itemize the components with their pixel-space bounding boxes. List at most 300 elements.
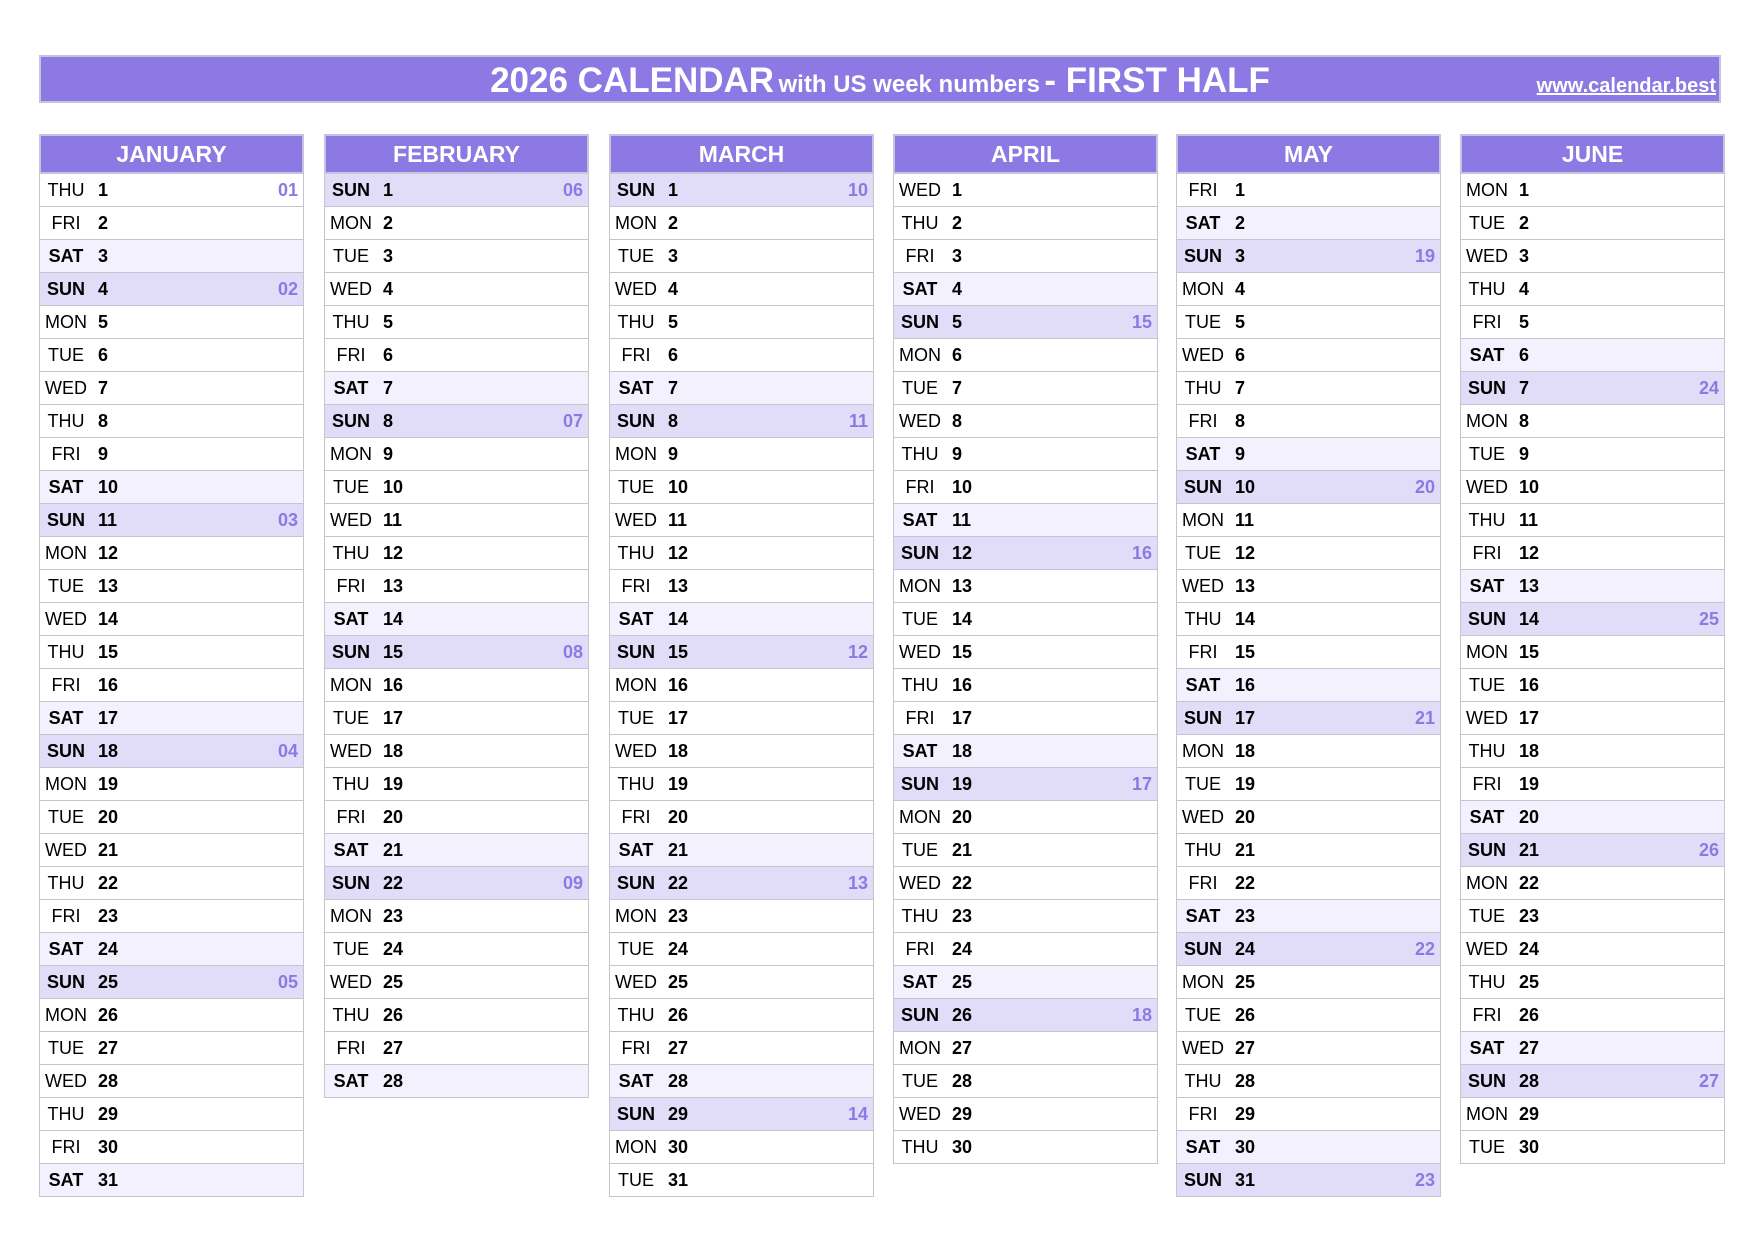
day-row xyxy=(324,1065,589,1098)
day-number: 18 xyxy=(1235,741,1256,761)
day-of-week: THU xyxy=(1184,609,1222,629)
day-of-week: FRI xyxy=(336,1038,366,1058)
day-of-week: SUN xyxy=(1467,1071,1506,1091)
day-row xyxy=(1460,471,1725,504)
day-list xyxy=(324,174,589,1098)
day-row xyxy=(893,207,1158,240)
day-number: 28 xyxy=(952,1071,973,1091)
day-of-week: FRI xyxy=(1188,411,1218,431)
day-row xyxy=(39,504,304,537)
day-row xyxy=(1176,867,1441,900)
day-of-week: TUE xyxy=(618,708,654,728)
week-number: 12 xyxy=(847,642,868,662)
day-row xyxy=(324,1032,589,1065)
day-number: 23 xyxy=(668,906,689,926)
day-row xyxy=(1176,735,1441,768)
day-row xyxy=(1460,900,1725,933)
day-number: 5 xyxy=(1519,312,1530,332)
day-of-week: MON xyxy=(1466,642,1508,662)
month-header: MAY xyxy=(1176,134,1441,174)
day-number: 12 xyxy=(1235,543,1256,563)
day-row xyxy=(1460,174,1725,207)
day-of-week: SUN xyxy=(1183,477,1222,497)
day-row xyxy=(609,438,874,471)
day-number: 15 xyxy=(98,642,119,662)
month-header: MARCH xyxy=(609,134,874,174)
day-of-week: MON xyxy=(1182,510,1224,530)
day-row xyxy=(609,801,874,834)
day-number: 25 xyxy=(98,972,119,992)
day-number: 1 xyxy=(98,180,109,200)
day-of-week: WED xyxy=(1466,246,1508,266)
day-number: 17 xyxy=(952,708,973,728)
day-number: 21 xyxy=(98,840,119,860)
day-row xyxy=(1460,999,1725,1032)
title-year: 2026 CALENDAR xyxy=(490,61,775,100)
day-row xyxy=(324,735,589,768)
day-of-week: SAT xyxy=(618,1071,654,1091)
day-of-week: FRI xyxy=(621,576,651,596)
day-number: 2 xyxy=(1235,213,1246,233)
day-number: 31 xyxy=(1235,1170,1256,1190)
day-number: 27 xyxy=(668,1038,689,1058)
day-number: 7 xyxy=(668,378,679,398)
day-row xyxy=(609,933,874,966)
day-number: 13 xyxy=(668,576,689,596)
day-row xyxy=(893,240,1158,273)
day-number: 23 xyxy=(383,906,404,926)
week-number: 20 xyxy=(1414,477,1435,497)
day-of-week: FRI xyxy=(51,213,81,233)
day-of-week: TUE xyxy=(618,1170,654,1190)
day-of-week: FRI xyxy=(1472,543,1502,563)
day-of-week: MON xyxy=(1182,741,1224,761)
day-number: 23 xyxy=(952,906,973,926)
day-row xyxy=(1460,1131,1725,1164)
day-row xyxy=(324,537,589,570)
day-of-week: THU xyxy=(1184,378,1222,398)
day-of-week: TUE xyxy=(902,378,938,398)
day-row xyxy=(1176,372,1441,405)
day-row xyxy=(324,900,589,933)
day-of-week: THU xyxy=(47,873,85,893)
day-row xyxy=(609,1032,874,1065)
day-number: 7 xyxy=(952,378,963,398)
day-row xyxy=(893,966,1158,999)
day-row xyxy=(1460,207,1725,240)
day-of-week: WED xyxy=(45,378,87,398)
day-number: 6 xyxy=(1235,345,1246,365)
day-number: 23 xyxy=(1519,906,1540,926)
day-of-week: THU xyxy=(617,543,655,563)
day-row xyxy=(893,438,1158,471)
week-number: 13 xyxy=(847,873,868,893)
day-number: 8 xyxy=(383,411,394,431)
day-row xyxy=(1460,636,1725,669)
day-number: 5 xyxy=(668,312,679,332)
day-number: 20 xyxy=(98,807,119,827)
day-row xyxy=(893,603,1158,636)
day-row xyxy=(893,405,1158,438)
day-number: 10 xyxy=(668,477,689,497)
day-of-week: SUN xyxy=(46,279,85,299)
day-row xyxy=(609,1098,874,1131)
week-number: 21 xyxy=(1414,708,1435,728)
website-link[interactable]: www.calendar.best xyxy=(1536,75,1716,97)
day-row xyxy=(39,801,304,834)
week-number: 10 xyxy=(847,180,868,200)
week-number: 15 xyxy=(1131,312,1152,332)
page-title xyxy=(41,61,1719,101)
day-of-week: MON xyxy=(899,345,941,365)
day-number: 29 xyxy=(952,1104,973,1124)
day-number: 18 xyxy=(383,741,404,761)
day-row xyxy=(609,339,874,372)
day-of-week: THU xyxy=(901,444,939,464)
day-of-week: THU xyxy=(617,774,655,794)
day-of-week: SUN xyxy=(1183,246,1222,266)
day-number: 22 xyxy=(668,873,689,893)
day-number: 28 xyxy=(98,1071,119,1091)
week-number: 11 xyxy=(848,411,868,431)
day-of-week: WED xyxy=(330,972,372,992)
day-of-week: SAT xyxy=(48,477,84,497)
day-number: 11 xyxy=(1519,510,1539,530)
day-list xyxy=(1460,174,1725,1164)
day-row xyxy=(1176,1131,1441,1164)
day-of-week: SAT xyxy=(1185,675,1221,695)
day-number: 16 xyxy=(383,675,404,695)
day-of-week: THU xyxy=(332,543,370,563)
day-number: 22 xyxy=(383,873,404,893)
day-row xyxy=(39,900,304,933)
day-number: 6 xyxy=(383,345,394,365)
day-row xyxy=(39,273,304,306)
day-number: 28 xyxy=(668,1071,689,1091)
day-list xyxy=(609,174,874,1197)
day-row xyxy=(893,537,1158,570)
day-row xyxy=(1176,174,1441,207)
day-row xyxy=(324,801,589,834)
day-row xyxy=(39,702,304,735)
day-number: 31 xyxy=(668,1170,689,1190)
day-of-week: WED xyxy=(1182,1038,1224,1058)
day-row xyxy=(39,207,304,240)
day-number: 11 xyxy=(952,510,972,530)
day-row xyxy=(39,669,304,702)
day-number: 9 xyxy=(952,444,963,464)
day-number: 2 xyxy=(383,213,394,233)
day-row xyxy=(324,834,589,867)
day-of-week: TUE xyxy=(902,1071,938,1091)
day-of-week: SAT xyxy=(1469,807,1505,827)
day-of-week: WED xyxy=(899,411,941,431)
day-of-week: THU xyxy=(1184,1071,1222,1091)
day-of-week: SUN xyxy=(1467,609,1506,629)
day-number: 26 xyxy=(952,1005,973,1025)
day-number: 1 xyxy=(952,180,963,200)
day-row xyxy=(1460,603,1725,636)
day-row xyxy=(1176,768,1441,801)
day-row xyxy=(1176,603,1441,636)
day-number: 9 xyxy=(668,444,679,464)
day-number: 14 xyxy=(1235,609,1256,629)
week-number: 09 xyxy=(562,873,583,893)
day-row xyxy=(324,570,589,603)
day-row xyxy=(893,867,1158,900)
day-row xyxy=(609,834,874,867)
day-number: 21 xyxy=(1519,840,1540,860)
day-of-week: TUE xyxy=(902,840,938,860)
day-of-week: SUN xyxy=(616,180,655,200)
day-of-week: FRI xyxy=(1188,873,1218,893)
day-of-week: MON xyxy=(615,213,657,233)
day-row xyxy=(39,438,304,471)
day-row xyxy=(39,735,304,768)
day-of-week: FRI xyxy=(621,1038,651,1058)
day-of-week: TUE xyxy=(1469,444,1505,464)
day-of-week: FRI xyxy=(336,807,366,827)
week-number: 02 xyxy=(277,279,298,299)
day-number: 11 xyxy=(1235,510,1255,530)
day-number: 8 xyxy=(98,411,109,431)
day-of-week: TUE xyxy=(618,477,654,497)
day-of-week: SUN xyxy=(1183,1170,1222,1190)
day-number: 3 xyxy=(1519,246,1530,266)
day-of-week: MON xyxy=(330,444,372,464)
day-of-week: FRI xyxy=(1188,642,1218,662)
day-number: 7 xyxy=(1519,378,1530,398)
day-row xyxy=(324,240,589,273)
day-of-week: WED xyxy=(1466,477,1508,497)
day-row xyxy=(609,669,874,702)
day-row xyxy=(39,306,304,339)
day-row xyxy=(324,933,589,966)
day-number: 13 xyxy=(98,576,119,596)
day-row xyxy=(1460,735,1725,768)
day-of-week: SAT xyxy=(48,246,84,266)
day-number: 15 xyxy=(668,642,689,662)
day-number: 26 xyxy=(383,1005,404,1025)
day-of-week: SAT xyxy=(1469,345,1505,365)
day-of-week: MON xyxy=(899,576,941,596)
day-number: 28 xyxy=(1519,1071,1540,1091)
day-of-week: WED xyxy=(899,642,941,662)
day-number: 14 xyxy=(668,609,689,629)
day-row xyxy=(1460,438,1725,471)
day-row xyxy=(1460,966,1725,999)
day-of-week: SAT xyxy=(902,741,938,761)
day-number: 22 xyxy=(98,873,119,893)
day-row xyxy=(1176,504,1441,537)
day-number: 4 xyxy=(952,279,963,299)
title-subtitle: with US week numbers xyxy=(778,71,1040,98)
week-number: 06 xyxy=(562,180,583,200)
day-number: 18 xyxy=(668,741,689,761)
day-number: 6 xyxy=(98,345,109,365)
day-row xyxy=(1460,1032,1725,1065)
day-row xyxy=(893,702,1158,735)
day-row xyxy=(893,834,1158,867)
day-of-week: TUE xyxy=(1469,675,1505,695)
day-of-week: FRI xyxy=(905,477,935,497)
month-column-june xyxy=(1460,134,1725,1164)
day-number: 8 xyxy=(952,411,963,431)
day-number: 25 xyxy=(383,972,404,992)
day-number: 21 xyxy=(383,840,404,860)
day-of-week: SAT xyxy=(333,840,369,860)
day-of-week: THU xyxy=(617,1005,655,1025)
day-number: 29 xyxy=(668,1104,689,1124)
day-row xyxy=(893,570,1158,603)
day-of-week: SUN xyxy=(331,180,370,200)
month-header: JANUARY xyxy=(39,134,304,174)
day-row xyxy=(324,306,589,339)
day-of-week: WED xyxy=(615,741,657,761)
day-of-week: MON xyxy=(899,1038,941,1058)
day-number: 3 xyxy=(1235,246,1246,266)
day-row xyxy=(609,900,874,933)
day-of-week: SAT xyxy=(902,279,938,299)
day-of-week: TUE xyxy=(333,246,369,266)
day-number: 19 xyxy=(383,774,404,794)
day-row xyxy=(609,999,874,1032)
day-of-week: TUE xyxy=(333,477,369,497)
day-number: 19 xyxy=(98,774,119,794)
day-of-week: SUN xyxy=(46,972,85,992)
day-of-week: WED xyxy=(1182,807,1224,827)
day-of-week: WED xyxy=(1182,345,1224,365)
week-number: 23 xyxy=(1414,1170,1435,1190)
day-of-week: SUN xyxy=(616,411,655,431)
day-of-week: THU xyxy=(1468,972,1506,992)
month-header: JUNE xyxy=(1460,134,1725,174)
day-number: 12 xyxy=(1519,543,1540,563)
day-of-week: THU xyxy=(1184,840,1222,860)
day-row xyxy=(324,273,589,306)
day-number: 1 xyxy=(383,180,394,200)
day-row xyxy=(609,636,874,669)
day-of-week: SAT xyxy=(902,972,938,992)
day-number: 3 xyxy=(383,246,394,266)
day-number: 12 xyxy=(952,543,973,563)
day-of-week: TUE xyxy=(48,807,84,827)
day-number: 30 xyxy=(952,1137,973,1157)
day-row xyxy=(609,1164,874,1197)
day-of-week: MON xyxy=(330,675,372,695)
title-bar xyxy=(39,55,1721,103)
day-number: 9 xyxy=(1519,444,1530,464)
month-header: FEBRUARY xyxy=(324,134,589,174)
day-number: 8 xyxy=(1519,411,1530,431)
day-number: 20 xyxy=(383,807,404,827)
day-row xyxy=(609,273,874,306)
day-of-week: SUN xyxy=(331,873,370,893)
day-row xyxy=(893,339,1158,372)
day-number: 27 xyxy=(98,1038,119,1058)
day-row xyxy=(893,471,1158,504)
day-number: 2 xyxy=(952,213,963,233)
day-number: 1 xyxy=(1235,180,1246,200)
day-number: 15 xyxy=(1235,642,1256,662)
day-of-week: TUE xyxy=(1185,774,1221,794)
day-of-week: THU xyxy=(332,774,370,794)
day-of-week: SUN xyxy=(1467,378,1506,398)
day-row xyxy=(893,768,1158,801)
day-number: 30 xyxy=(1235,1137,1256,1157)
day-of-week: SAT xyxy=(333,378,369,398)
day-number: 10 xyxy=(98,477,119,497)
day-row xyxy=(609,405,874,438)
day-number: 23 xyxy=(98,906,119,926)
day-row xyxy=(1176,669,1441,702)
day-row xyxy=(609,537,874,570)
day-row xyxy=(39,174,304,207)
day-number: 10 xyxy=(952,477,973,497)
day-of-week: SAT xyxy=(902,510,938,530)
week-number: 25 xyxy=(1698,609,1719,629)
day-row xyxy=(324,438,589,471)
day-row xyxy=(1176,306,1441,339)
day-of-week: WED xyxy=(330,510,372,530)
day-row xyxy=(1176,1098,1441,1131)
day-number: 7 xyxy=(383,378,394,398)
day-of-week: WED xyxy=(1466,939,1508,959)
week-number: 24 xyxy=(1698,378,1719,398)
day-row xyxy=(324,636,589,669)
day-number: 14 xyxy=(383,609,404,629)
day-row xyxy=(893,1131,1158,1164)
day-of-week: WED xyxy=(1466,708,1508,728)
day-of-week: TUE xyxy=(1185,543,1221,563)
day-of-week: MON xyxy=(45,312,87,332)
day-row xyxy=(39,1065,304,1098)
day-number: 16 xyxy=(952,675,973,695)
day-number: 9 xyxy=(383,444,394,464)
day-number: 26 xyxy=(1235,1005,1256,1025)
month-column-february xyxy=(324,134,589,1098)
day-list xyxy=(39,174,304,1197)
day-of-week: TUE xyxy=(618,939,654,959)
day-number: 6 xyxy=(668,345,679,365)
day-of-week: WED xyxy=(899,873,941,893)
day-row xyxy=(893,933,1158,966)
day-number: 22 xyxy=(952,873,973,893)
day-of-week: FRI xyxy=(1472,774,1502,794)
day-row xyxy=(324,702,589,735)
day-number: 17 xyxy=(668,708,689,728)
day-of-week: SAT xyxy=(618,609,654,629)
day-row xyxy=(893,1032,1158,1065)
day-of-week: THU xyxy=(901,906,939,926)
day-row xyxy=(609,570,874,603)
day-of-week: TUE xyxy=(1469,213,1505,233)
day-number: 17 xyxy=(1519,708,1540,728)
day-row xyxy=(1460,867,1725,900)
day-row xyxy=(893,900,1158,933)
day-row xyxy=(609,174,874,207)
day-number: 24 xyxy=(668,939,689,959)
day-of-week: TUE xyxy=(902,609,938,629)
day-of-week: THU xyxy=(617,312,655,332)
day-row xyxy=(1460,339,1725,372)
day-row xyxy=(893,669,1158,702)
day-of-week: FRI xyxy=(51,675,81,695)
day-row xyxy=(39,966,304,999)
day-row xyxy=(324,372,589,405)
day-row xyxy=(609,1131,874,1164)
day-number: 19 xyxy=(668,774,689,794)
